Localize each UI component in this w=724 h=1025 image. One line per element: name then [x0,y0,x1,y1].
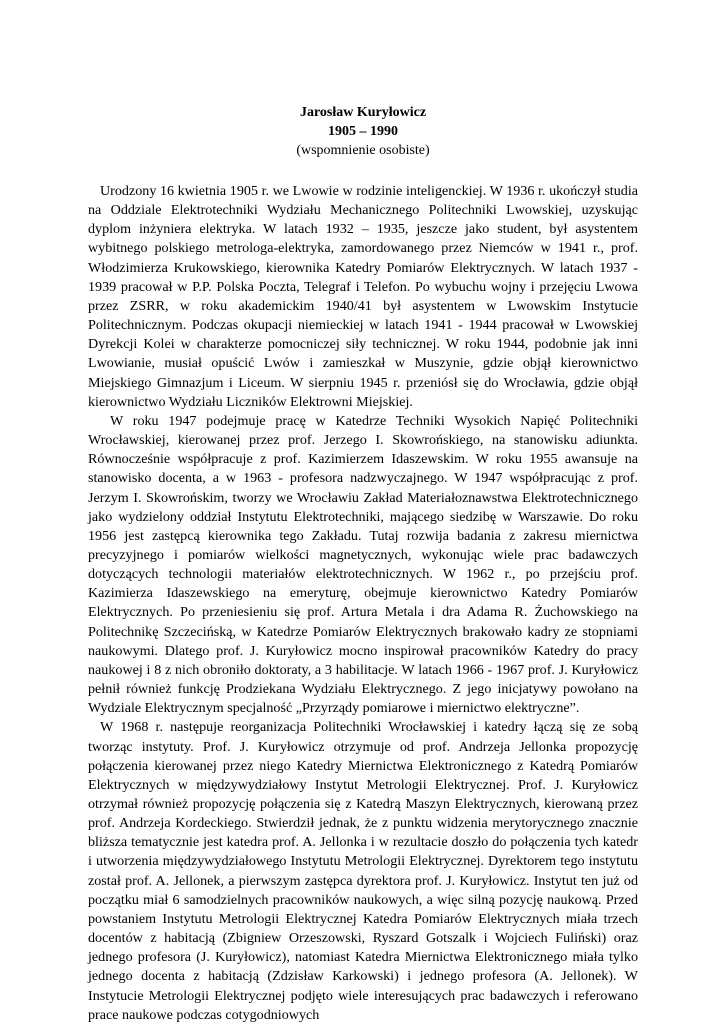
spacer [88,160,638,182]
paragraph-career: W roku 1947 podejmuje pracę w Katedrze Techniki Wysokich Napięć Politechniki Wrocławskiej, kierowanej przez prof. Jerzego I. Skowrońskiego, na stanowisku adiunkta. Równocześnie współpracuje z prof. Kazimierzem Idaszewskim. W roku 1955 awansuje na stanowisko docenta, a w 1963 - profesora nadzwyczajnego. W 1947 współpracując z prof. Jerzym I. Skowrońskim, tworzy we Wrocławiu Zakład Materiałoznawstwa Elektrotechnicznego jako wydzielony oddział Instytutu Elektrotechniki, mającego siedzibę w Warszawie. Do roku 1956 jest zastępcą kierownika tego Zakładu. Tutaj rozwija badania z zakresu miernictwa precyzyjnego i pomiarów wielkości magnetycznych, wykonując wiele prac badawczych dotyczących technologii materiałów elektrotechnicznych. W 1962 r., po przejściu prof. Kazimierza Idaszewskiego na emeryturę, obejmuje kierownictwo Katedry Pomiarów Elektrycznych. Po przeniesieniu się prof. Artura Metala i dra Adama R. Żuchowskiego na Politechnikę Szczecińską, w Katedrze Pomiarów Elektrycznych brakowało kadry ze stopniami naukowymi. Dlatego prof. J. Kuryłowicz mocno inspirował pracowników Katedry do pracy naukowej i 8 z nich obroniło doktoraty, a 3 habilitacje. W latach 1966 - 1967 prof. J. Kuryłowicz pełnił również funkcję Prodziekana Wydziału Elektrycznego. Z jego inicjatywy powołano na Wydziale Elektrycznym specjalność „Przyrządy pomiarowe i miernictwo elektryczne”. [88,412,638,717]
paragraph-institute: W 1968 r. następuje reorganizacja Politechniki Wrocławskiej i katedry łączą się ze sobą tworząc instytuty. Prof. J. Kuryłowicz otrzymuje od prof. Andrzeja Jellonka propozycję połączenia kierowanej przez niego Katedry Miernictwa Elektronicznego z Katedrą Pomiarów Elektrycznych w międzywydziałowy Instytut Metrologii Elektrycznej. Prof. J. Kuryłowicz otrzymał również propozycję połączenia się z Katedrą Maszyn Elektrycznych, kierowaną przez prof. Andrzeja Kordeckiego. Stwierdził jednak, że z punktu widzenia merytorycznego znacznie bliższa tematycznie jest katedra prof. A. Jellonka i w rezultacie doszło do połączenia tych katedr i utworzenia międzywydziałowego Instytutu Metrologii Elektrycznej. Dyrektorem tego instytutu został prof. A. Jellonek, a pierwszym zastępca dyrektora prof. J. Kuryłowicz. Instytut ten już od początku miał 6 samodzielnych pracowników naukowych, a więc silną pozycję naukową. Przed powstaniem Instytutu Metrologii Elektrycznej Katedra Pomiarów Elektrycznych miała trzech docentów z habitacją (Zbigniew Orzeszowski, Ryszard Gotszalk i Wojciech Fuliński) oraz jednego profesora (J. Kuryłowicz), natomiast Katedra Miernictwa Elektronicznego miała tylko jednego docenta z habitacją (Zdzisław Karkowski) i jednego profesora (A. Jellonek). W Instytucie Metrologii Elektrycznej podjęto wiele interesujących prac badawczych i referowano prace naukowe podczas cotygodniowych [88,719,638,1023]
person-name: Jarosław Kuryłowicz [299,105,427,120]
title-block [88,103,638,160]
life-years: 1905 – 1990 [328,124,398,139]
document-page [88,103,638,1025]
subtitle: (wspomnienie osobiste) [296,143,430,158]
paragraph-biography: Urodzony 16 kwietnia 1905 r. we Lwowie w rodzinie inteligenckiej. W 1936 r. ukończył studia na Oddziale Elektrotechniki Wydziału Mechanicznego Politechniki Lwowskiej, uzyskując dyplom inżyniera elektryka. W latach 1932 – 1935, jeszcze jako student, był asystentem wybitnego polskiego metrologa-elektryka, zamordowanego przez Niemców w 1941 r., prof. Włodzimierza Krukowskiego, kierownika Katedry Pomiarów Elektrycznych. W latach 1937 - 1939 pracował w P.P. Polska Poczta, Telegraf i Telefon. Po wybuchu wojny i przejęciu Lwowa przez ZSRR, w roku akademickim 1940/41 był asystentem w Lwowskim Instytucie Politechnicznym. Podczas okupacji niemieckiej w latach 1941 - 1944 pracował w Lwowskiej Dyrekcji Kolei w charakterze pomocniczej siły technicznej. W roku 1944, podobnie jak inni Lwowianie, musiał opuścić Lwów i zamieszkał w Muszynie, gdzie objął kierownictwo Miejskiego Gimnazjum i Liceum. W sierpniu 1945 r. przeniósł się do Wrocławia, gdzie objął kierownictwo Wydziału Liczników Elektrowni Miejskiej. [88,183,638,410]
